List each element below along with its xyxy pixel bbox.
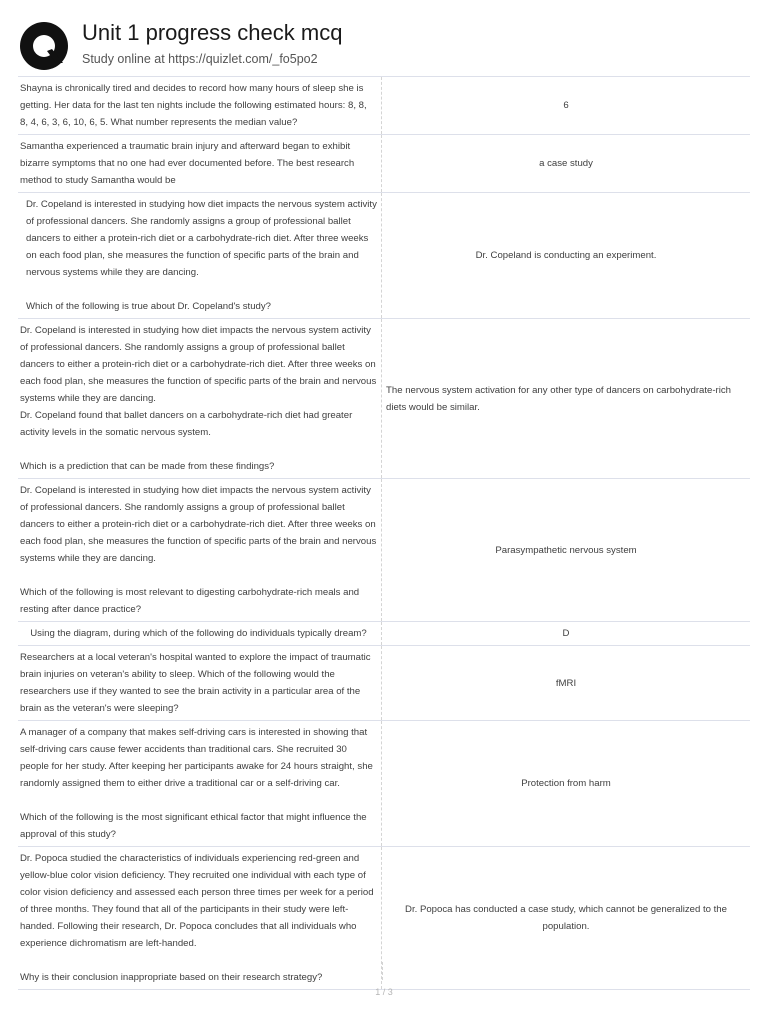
card-definition: D bbox=[562, 628, 570, 639]
card-definition: a case study bbox=[539, 158, 593, 169]
card-definition: Parasympathetic nervous system bbox=[495, 544, 637, 556]
flashcard-row bbox=[18, 135, 750, 193]
card-term: Dr. Copeland is interested in studying how diet impacts the nervous system activity of professional dancers. She randomly assigns a group of professional ballet dancers to either a protein-rich diet or a carbohydrate-rich diet. After three weeks on each food plan, she measures the function of specific parts of the brain and nervous systems while they are dancing. Which of the following is true about Dr. Copeland's study? bbox=[18, 193, 382, 318]
flashcard-row bbox=[18, 847, 750, 990]
flashcard-row bbox=[18, 622, 750, 646]
card-definition: Dr. Popoca has conducted a case study, which cannot be generalized to the population. bbox=[405, 904, 727, 932]
document-title: Unit 1 progress check mcq bbox=[82, 20, 343, 45]
card-definition: The nervous system activation for any other type of dancers on carbohydrate-rich diets would be similar. bbox=[386, 384, 732, 413]
card-term: Using the diagram, during which of the following do individuals typically dream? bbox=[18, 622, 382, 645]
card-definition: fMRI bbox=[555, 677, 577, 689]
card-term: A manager of a company that makes self-driving cars is interested in showing that self-driving cars cause fewer accidents than traditional cars. She recruited 30 people for her study. After keeping her participants awake for 24 hours straight, she randomly assigned them to either drive a traditional car or a self-driving car. Which of the following is the most significant ethical factor that might influence the approval of this study? bbox=[18, 721, 382, 846]
study-link[interactable]: Study online at https://quizlet.com/_fo5po2 bbox=[82, 52, 318, 66]
card-definition: 6 bbox=[563, 100, 569, 111]
card-term: Dr. Popoca studied the characteristics of individuals experiencing red-green and yellow-blue color vision deficiency. They recruited one individual with each type of color vision deficiency and assessed each person three times per week for a period of three months. They found that all of the participants in their study were left-handed. Following their research, Dr. Popoca concludes that all individuals who experience dichromatism are left-handed. Why is their conclusion inappropriate based on their research strategy? bbox=[18, 847, 382, 989]
flashcard-row bbox=[18, 319, 750, 479]
flashcard-list bbox=[18, 76, 750, 990]
card-term: Dr. Copeland is interested in studying how diet impacts the nervous system activity of professional dancers. She randomly assigns a group of professional ballet dancers to either a protein-rich diet or a carbohydrate-rich diet. After three weeks on each food plan, she measures the function of specific parts of the brain and nervous systems while they are dancing. Dr. Copeland found that ballet dancers on a carbohydrate-rich diet had greater activity levels in the somatic nervous system. Which is a prediction that can be made from these findings? bbox=[18, 319, 382, 478]
card-definition: Protection from harm bbox=[521, 778, 611, 789]
card-term: Samantha experienced a traumatic brain injury and afterward began to exhibit bizarre symptoms that no one had ever documented before. The best research method to study Samantha would be bbox=[18, 135, 382, 192]
card-term: Dr. Copeland is interested in studying how diet impacts the nervous system activity of professional dancers. She randomly assigns a group of professional ballet dancers to either a protein-rich diet or a carbohydrate-rich diet. After three weeks on each food plan, she measures the function of specific parts of the brain and nervous systems while they are dancing. Which of the following is most relevant to digesting carbohydrate-rich meals and resting after dance practice? bbox=[18, 479, 382, 621]
card-term: Shayna is chronically tired and decides to record how many hours of sleep she is getting. Her data for the last ten nights include the following estimated hours: 8, 8, 8, 4, 6, 3, 6, 10, 6, 5. What number represents the median value? bbox=[18, 77, 382, 134]
page-number: 1 / 3 bbox=[375, 987, 393, 997]
flashcard-row bbox=[18, 646, 750, 721]
flashcard-row bbox=[18, 77, 750, 135]
card-term: Researchers at a local veteran's hospital wanted to explore the impact of traumatic brain injuries on veteran's ability to sleep. Which of the following would the researchers use if they wanted to see the brain activity in a particular area of the brain as the veteran's were sleeping? bbox=[18, 646, 382, 720]
document-header bbox=[20, 18, 760, 74]
quizlet-logo-icon bbox=[20, 22, 68, 70]
flashcard-row bbox=[18, 479, 750, 622]
column-divider bbox=[382, 962, 383, 980]
flashcard-row bbox=[18, 721, 750, 847]
flashcard-row bbox=[18, 193, 750, 319]
card-definition: Dr. Copeland is conducting an experiment. bbox=[475, 250, 657, 261]
